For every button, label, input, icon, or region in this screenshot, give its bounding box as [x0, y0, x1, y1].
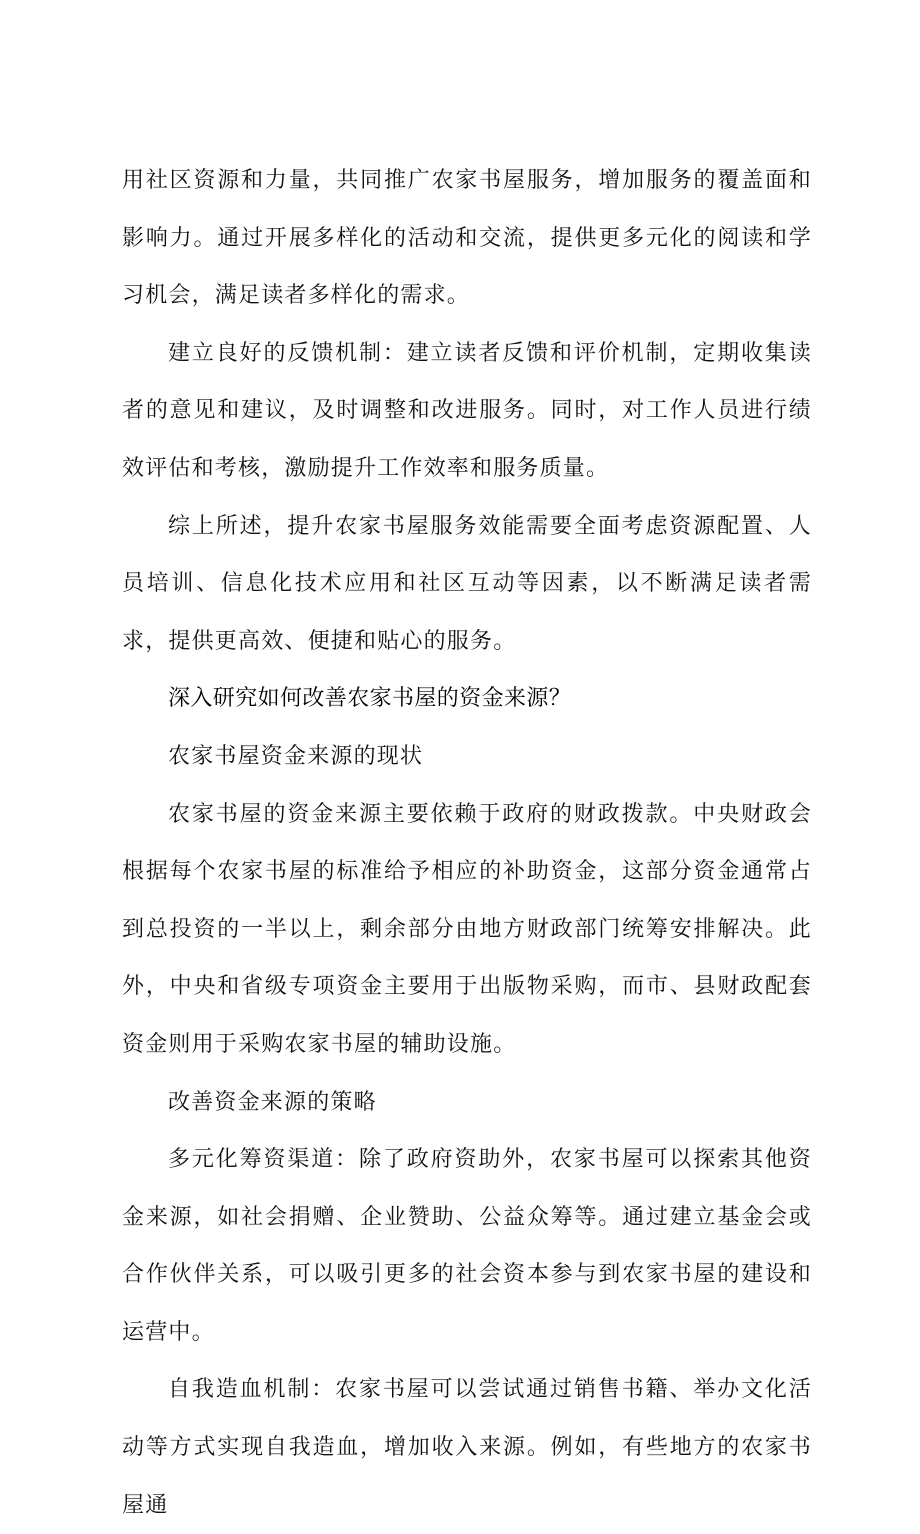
- paragraph-diversified-funding: 多元化筹资渠道：除了政府资助外，农家书屋可以探索其他资金来源，如社会捐赠、企业赞助、公益众筹等。通过建立基金会或合作伙伴关系，可以吸引更多的社会资本参与到农家书屋的建设和运营中。: [122, 1147, 812, 1345]
- paragraph-funding-status: 农家书屋的资金来源主要依赖于政府的财政拨款。中央财政会根据每个农家书屋的标准给予相应的补助资金，这部分资金通常占到总投资的一半以上，剩余部分由地方财政部门统筹安排解决。此外，中央和省级专项资金主要用于出版物采购，而市、县财政配套资金则用于采购农家书屋的辅助设施。: [122, 801, 812, 1057]
- subheading-funding-status: 农家书屋资金来源的现状: [168, 743, 424, 769]
- section-heading: 深入研究如何改善农家书屋的资金来源？: [168, 686, 572, 712]
- paragraph-feedback-mechanism: 建立良好的反馈机制：建立读者反馈和评价机制，定期收集读者的意见和建议，及时调整和改进服务。同时，对工作人员进行绩效评估和考核，激励提升工作效率和服务质量。: [122, 340, 812, 481]
- paragraph-self-sustaining: 自我造血机制：农家书屋可以尝试通过销售书籍、举办文化活动等方式实现自我造血，增加收入来源。例如，有些地方的农家书屋通: [122, 1377, 812, 1518]
- subheading-funding-strategy: 改善资金来源的策略: [168, 1089, 377, 1115]
- document-page: [122, 152, 812, 1534]
- paragraph-summary: 综上所述，提升农家书屋服务效能需要全面考虑资源配置、人员培训、信息化技术应用和社区互动等因素，以不断满足读者需求，提供更高效、便捷和贴心的服务。: [122, 513, 812, 654]
- paragraph-continued: 用社区资源和力量，共同推广农家书屋服务，增加服务的覆盖面和影响力。通过开展多样化的活动和交流，提供更多元化的阅读和学习机会，满足读者多样化的需求。: [122, 168, 812, 309]
